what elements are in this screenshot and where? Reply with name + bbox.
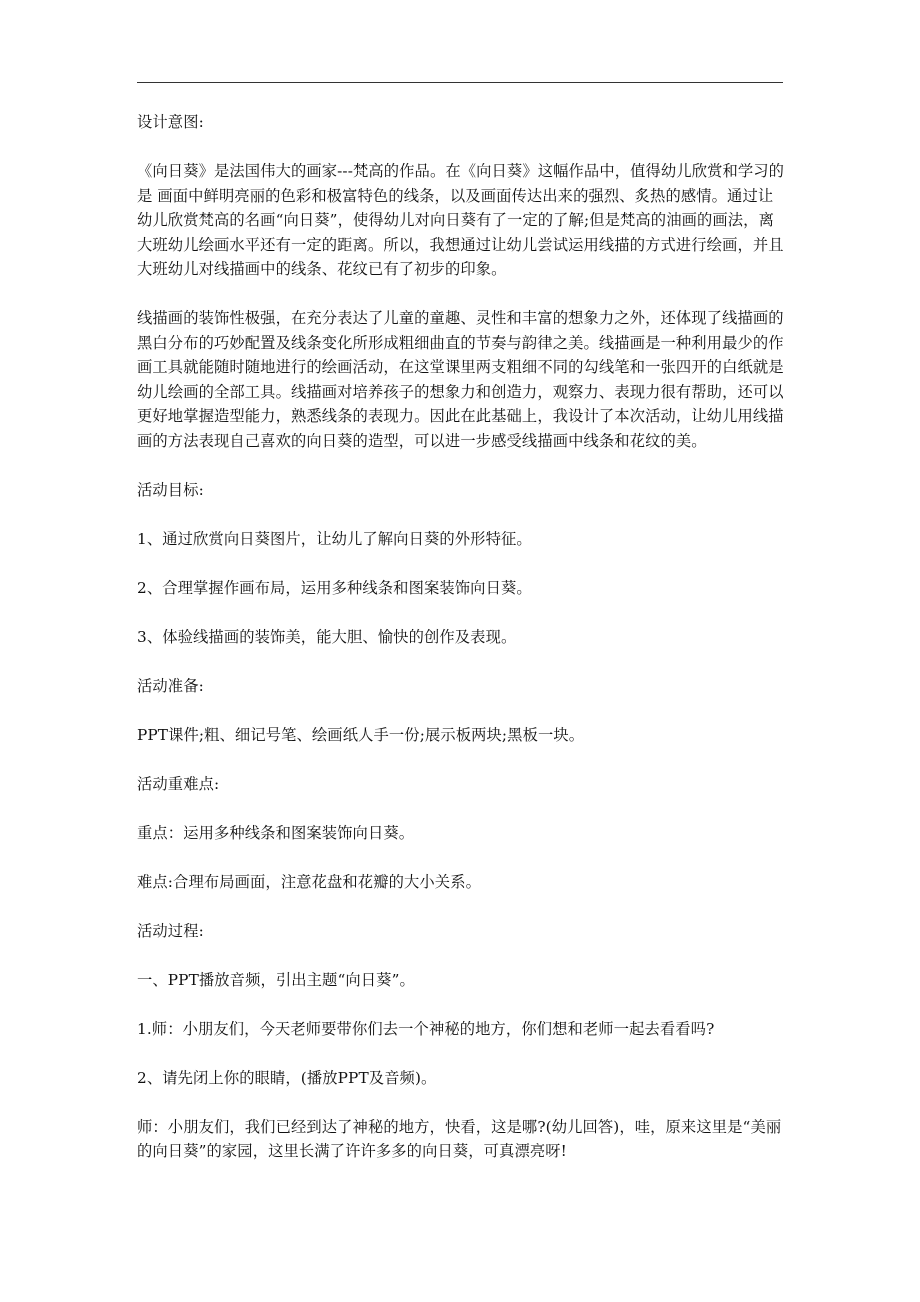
design-paragraph-1: 《向日葵》是法国伟大的画家---梵高的作品。在《向日葵》这幅作品中，值得幼儿欣赏和学习的是 画面中鲜明亮丽的色彩和极富特色的线条，以及画面传达出来的强烈、炙热的感情。通过让幼儿欣赏梵高的名画“向日葵”，使得幼儿对向日葵有了一定的了解;但是梵高的油画的画法，离大班幼儿绘画水平还有一定的距离。所以，我想通过让幼儿尝试运用线描的方式进行绘画，并且大班幼儿对线描画中的线条、花纹已有了初步的印象。 [137,162,785,278]
heading-activity-prep: 活动准备: [137,676,204,695]
goal-item-3: 3、体验线描画的装饰美，能大胆、愉快的创作及表现。 [137,627,517,646]
document-body [137,110,787,1188]
header-rule [137,82,783,83]
goal-item-1: 1、通过欣赏向日葵图片，让幼儿了解向日葵的外形特征。 [137,529,532,548]
process-item-1: 1.师：小朋友们，今天老师要带你们去一个神秘的地方，你们想和老师一起去看看吗? [137,1019,715,1038]
heading-design-intent: 设计意图: [137,113,204,131]
process-item-2: 2、请先闭上你的眼睛，(播放PPT及音频)。 [137,1068,437,1087]
process-step-1: 一、PPT播放音频，引出主题“向日葵”。 [137,970,415,989]
heading-key-points: 活动重难点: [137,774,220,793]
key-point: 重点：运用多种线条和图案装饰向日葵。 [137,823,415,842]
process-teacher-line: 师：小朋友们，我们已经到达了神秘的地方，快看，这是哪?(幼儿回答)，哇，原来这里是“美丽的向日葵”的家园，这里长满了许许多多的向日葵，可真漂亮呀! [137,1117,782,1160]
prep-text: PPT课件;粗、细记号笔、绘画纸人手一份;展示板两块;黑板一块。 [137,725,585,744]
difficult-point: 难点:合理布局画面，注意花盘和花瓣的大小关系。 [137,872,481,891]
goal-item-2: 2、合理掌握作画布局，运用多种线条和图案装饰向日葵。 [137,578,532,597]
design-paragraph-2: 线描画的装饰性极强，在充分表达了儿童的童趣、灵性和丰富的想象力之外，还体现了线描画的黑白分布的巧妙配置及线条变化所形成粗细曲直的节奏与韵律之美。线描画是一种利用最少的作画工具就能随时随地进行的绘画活动，在这堂课里两支粗细不同的勾线笔和一张四开的白纸就是幼儿绘画的全部工具。线描画对培养孩子的想象力和创造力，观察力、表现力很有帮助，还可以更好地掌握造型能力，熟悉线条的表现力。因此在此基础上，我设计了本次活动，让幼儿用线描画的方法表现自己喜欢的向日葵的造型，可以进一步感受线描画中线条和花纹的美。 [137,309,784,450]
heading-activity-goals: 活动目标: [137,480,204,499]
heading-activity-process: 活动过程: [137,921,204,940]
